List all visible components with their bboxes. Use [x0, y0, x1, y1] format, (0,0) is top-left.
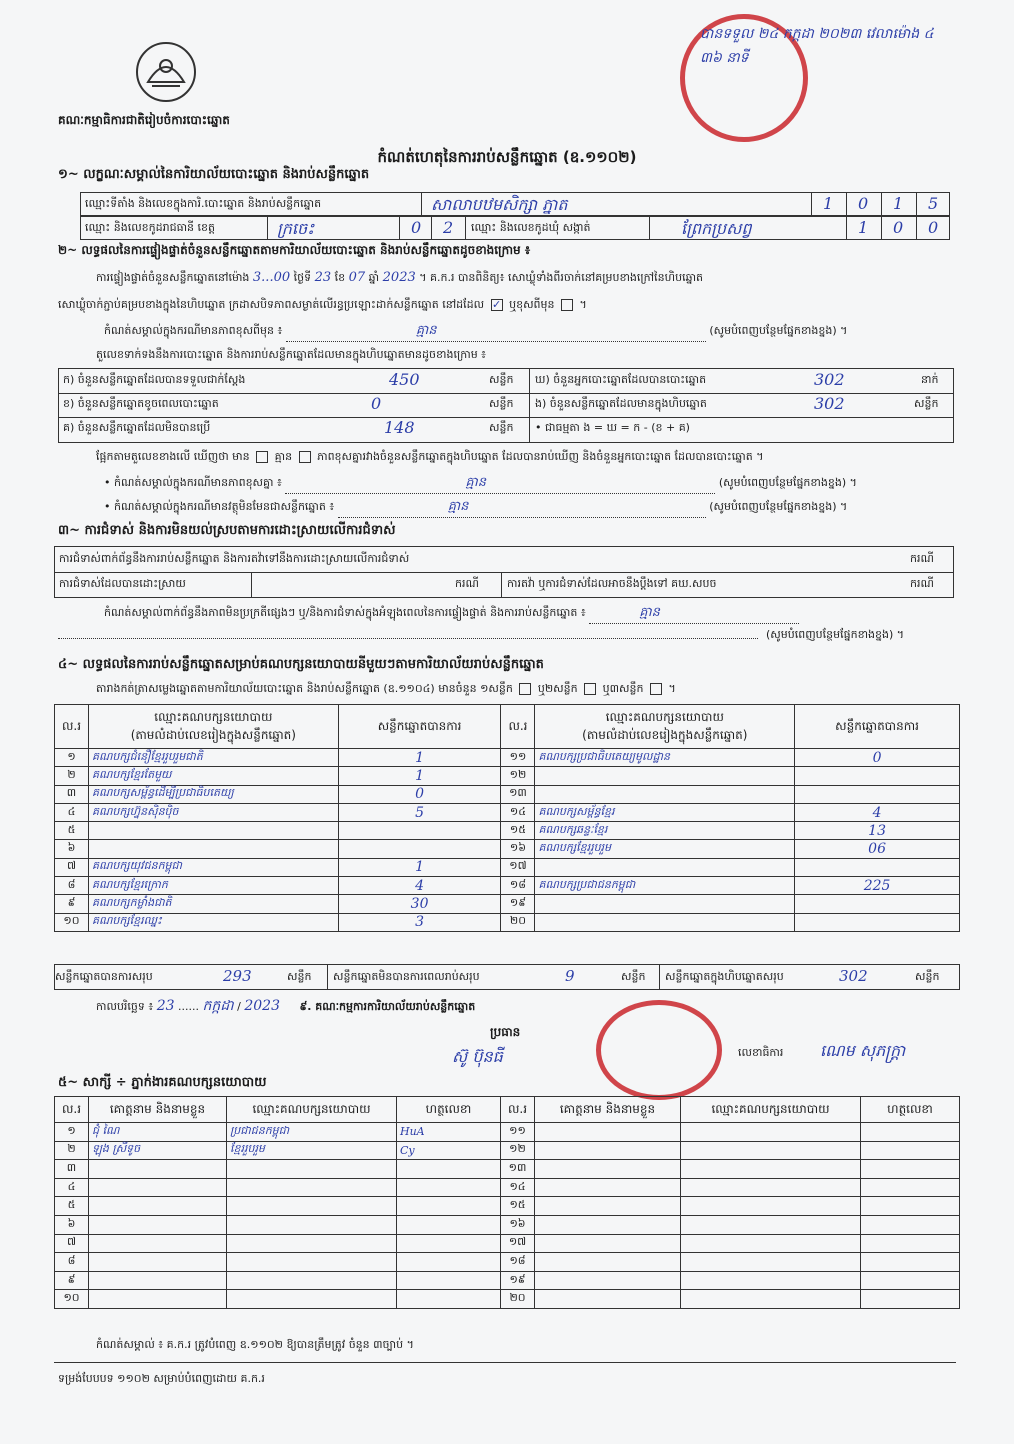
total-box: 302: [839, 967, 868, 985]
count-b-unit: សន្លឹក: [489, 397, 514, 410]
party-no: ១: [55, 749, 89, 767]
table-row: [55, 803, 960, 821]
table-row: [55, 895, 960, 913]
party-no: ១០: [55, 913, 89, 931]
witness-party: [681, 1178, 861, 1197]
w-col-no-2: ល.រ: [501, 1097, 535, 1123]
count-c-label: គ) ចំនួនសន្លឹកឆ្នោតដែលមិនបានប្រើ: [63, 421, 211, 434]
table-row: [55, 1290, 960, 1309]
count-c-value: 148: [384, 418, 415, 437]
witness-name: [535, 1253, 681, 1272]
witness-no: ១: [55, 1123, 89, 1142]
counts-box: [58, 368, 954, 443]
count-a-unit: សន្លឹក: [489, 373, 514, 386]
table-row: [55, 1197, 960, 1216]
total-box-label: សន្លឹកឆ្នោតក្នុងហិបឆ្នោតសរុប: [665, 970, 784, 983]
station-code-3: 1: [893, 194, 904, 213]
party-votes: 06: [795, 840, 960, 858]
table-row: [55, 767, 960, 785]
objection-case2: ករណី: [455, 577, 479, 590]
changed-label: ឬខុសពីមុន: [509, 298, 555, 311]
w-col-party: ឈ្មោះគណបក្សនយោបាយ: [227, 1097, 397, 1123]
total-invalid-unit: សន្លឹក: [621, 970, 646, 983]
witness-no: ១៧: [501, 1234, 535, 1253]
party-votes: [338, 822, 501, 840]
witness-party: [227, 1178, 397, 1197]
party-name: [535, 913, 795, 931]
three-sheet-checkbox[interactable]: [650, 683, 662, 695]
party-no: ៤: [55, 803, 89, 821]
has-difference-checkbox[interactable]: [256, 451, 268, 463]
total-valid-label: សន្លឹកឆ្នោតបានការសរុប: [55, 970, 153, 983]
witness-name: [535, 1160, 681, 1179]
secretary-signature: ណេម សុភក្រ្តា: [820, 1041, 906, 1060]
two-sheet-checkbox[interactable]: [584, 683, 596, 695]
table-row: [55, 1253, 960, 1272]
received-stamp-text: បានទទួល ២៤ កក្កដា ២០២៣ វេលាម៉ោង ៤ ៣៦ នាទី: [700, 26, 934, 66]
witness-party: [227, 1271, 397, 1290]
district-code-1: 0: [411, 218, 422, 237]
witness-name: [89, 1253, 227, 1272]
irregularity-note: [104, 604, 799, 624]
party-no: ១១: [501, 749, 535, 767]
party-votes: 0: [795, 749, 960, 767]
diff-note-row: [104, 474, 857, 494]
witness-signature: [861, 1197, 960, 1216]
commune-name: ព្រែកប្រសព្វ: [681, 219, 752, 238]
w-col-party-2: ឈ្មោះគណបក្សនយោបាយ: [681, 1097, 861, 1123]
station-code-2: 0: [858, 194, 869, 213]
witness-signature: [861, 1141, 960, 1160]
witness-name: ឡុង ស្រីទូច: [89, 1141, 227, 1160]
party-name: [88, 840, 338, 858]
witness-no: ១៨: [501, 1253, 535, 1272]
party-no: ១៩: [501, 895, 535, 913]
party-votes: [795, 913, 960, 931]
table-row: [55, 1271, 960, 1290]
witness-signature: [861, 1215, 960, 1234]
col-votes: សន្លឹកឆ្នោតបានការ: [338, 705, 501, 749]
party-no: ១២: [501, 767, 535, 785]
nec-logo: [136, 42, 196, 102]
district-code-2: 2: [443, 218, 454, 237]
witness-no: ១៤: [501, 1178, 535, 1197]
total-invalid-label: សន្លឹកឆ្នោតមិនបានការពេលរាប់សរុប: [333, 970, 480, 983]
objection-case3: ករណី: [910, 577, 934, 590]
col-no: ល.រ: [55, 705, 89, 749]
changed-checkbox[interactable]: [561, 299, 573, 311]
col-party-2: ឈ្មោះគណបក្សនយោបាយ (តាមលំដាប់លេខរៀងក្នុងសន្លឹកឆ្នោត): [535, 705, 795, 749]
party-votes: 0: [338, 785, 501, 803]
witness-name: [535, 1197, 681, 1216]
party-no: ១៣: [501, 785, 535, 803]
party-name: គណបក្សប្រជាធិបតេយ្យមូលដ្ឋាន: [535, 749, 795, 767]
secretary-label: លេខាធិការ: [738, 1046, 784, 1059]
compare-rest: ភាពខុសគ្នារវាងចំនួនសន្លឹកឆ្នោតក្នុងហិបឆ្នោត ដែលបានរាប់ឃើញ និងចំនួនអ្នកបោះឆ្នោត ដែលបានបោះឆ្នោត ។: [317, 450, 764, 463]
station-name: សាលាបឋមសិក្សា ភ្នាត: [431, 195, 568, 214]
table-row: [55, 858, 960, 876]
table-row: [55, 1178, 960, 1197]
witness-name: [535, 1290, 681, 1309]
party-name: [535, 895, 795, 913]
witness-no: ៤: [55, 1178, 89, 1197]
party-votes: 4: [795, 803, 960, 821]
table-row: [55, 1215, 960, 1234]
witness-signature: [861, 1160, 960, 1179]
irregularity-label: កំណត់សម្គាល់ពាក់ព័ន្ធនឹងភាពមិនប្រក្រតីផ្សេងៗ ឬ/និងការជំទាស់ក្នុងអំឡុងពេលនៃការផ្ទៀងផ្ទាត់ និងការរាប់សន្លឹកឆ្នោត ៖: [104, 606, 586, 619]
chair-label: ប្រធាន: [490, 1025, 521, 1039]
witness-signature: [397, 1290, 501, 1309]
witness-party: [227, 1290, 397, 1309]
party-no: ២: [55, 767, 89, 785]
witness-no: ៥: [55, 1197, 89, 1216]
party-name: គណបក្សជំនឿខ្មែររួបរួមជាតិ: [88, 749, 338, 767]
verify-time: 3...00: [252, 270, 291, 285]
witness-no: ២០: [501, 1290, 535, 1309]
party-name: គណបក្សខ្មែរក្រោក: [88, 877, 338, 895]
witness-signature: [861, 1271, 960, 1290]
totals-row: [54, 964, 960, 990]
counts-intro: តួលេខទាក់ទងនឹងការបោះឆ្នោត និងការរាប់សន្លឹកឆ្នោតដែលមានក្នុងហិបឆ្នោតមានដូចខាងក្រោម ៖: [96, 348, 487, 361]
count-d-value: 302: [814, 370, 845, 389]
count-b-label: ខ) ចំនួនសន្លឹកឆ្នោតខូចពេលបោះឆ្នោត: [63, 397, 219, 410]
witness-no: ១៩: [501, 1271, 535, 1290]
party-votes: [338, 840, 501, 858]
witness-signature: [397, 1253, 501, 1272]
party-votes: [795, 858, 960, 876]
witness-no: ១២: [501, 1141, 535, 1160]
witness-party: [227, 1160, 397, 1179]
witness-name: [89, 1178, 227, 1197]
party-no: ១៥: [501, 822, 535, 840]
same-checkbox[interactable]: ✓: [492, 298, 502, 311]
table-row: [55, 840, 960, 858]
no-difference-label: គ្មាន: [274, 450, 293, 463]
verify-month: 07: [348, 270, 366, 285]
witness-party: [681, 1123, 861, 1142]
witness-signature: Cy: [397, 1141, 501, 1160]
diff-note-value: គ្មាន: [285, 474, 715, 494]
witness-party: [681, 1197, 861, 1216]
count-c-unit: សន្លឹក: [489, 421, 514, 434]
date-row: កាលបរិច្ឆេទ ៖ 23 ...... កក្កដា / 2023 ៩. គណៈកម្មការការិយាល័យរាប់សន្លឹកឆ្នោត: [96, 998, 476, 1014]
witness-no: ៨: [55, 1253, 89, 1272]
witness-party: [681, 1290, 861, 1309]
witness-no: ២: [55, 1141, 89, 1160]
party-no: ៧: [55, 858, 89, 876]
witness-party: [681, 1141, 861, 1160]
witness-party: ខ្មែររួបរួម: [227, 1141, 397, 1160]
table-row: [55, 1160, 960, 1179]
witness-signature: [861, 1123, 960, 1142]
footer-divider: [54, 1362, 956, 1363]
w-col-name-2: គោត្តនាម និងនាមខ្លួន: [535, 1097, 681, 1123]
party-votes: 3: [338, 913, 501, 931]
verify-month-label: ខែ: [334, 271, 346, 284]
witness-signature: [861, 1290, 960, 1309]
w-col-name: គោត្តនាម និងនាមខ្លួន: [89, 1097, 227, 1123]
witness-no: ៦: [55, 1215, 89, 1234]
witness-no: ៣: [55, 1160, 89, 1179]
witness-no: ៧: [55, 1234, 89, 1253]
table-row: [55, 1141, 960, 1160]
three-sheet-label: ឬ៣សន្លឹក: [602, 682, 644, 695]
total-valid-unit: សន្លឹក: [287, 970, 312, 983]
irregularity-line-2: [58, 624, 758, 639]
party-no: ៨: [55, 877, 89, 895]
compare-text: ផ្អែកតាមតួលេខខាងលើ ឃើញថា មាន: [96, 450, 250, 463]
difference-note-row: [104, 322, 847, 342]
count-e-label: ង) ចំនួនសន្លឹកឆ្នោតដែលមានក្នុងហិបឆ្នោត: [535, 397, 707, 410]
witness-party: [681, 1234, 861, 1253]
table-row: [55, 785, 960, 803]
table-row: [55, 749, 960, 767]
witness-name: [535, 1215, 681, 1234]
commune-label: ឈ្មោះ និងលេខកូដឃុំ សង្កាត់: [471, 221, 591, 234]
party-votes: 1: [338, 767, 501, 785]
witness-party: [227, 1215, 397, 1234]
irregularity-value: គ្មាន: [589, 604, 799, 624]
witness-name: [89, 1160, 227, 1179]
footnote: កំណត់សម្គាល់ ៖ គ.ក.រ ត្រូវបំពេញ ឧ.១១០២ ឱ្យបានត្រឹមត្រូវ ចំនួន ៣ច្បាប់ ។: [96, 1338, 414, 1351]
witness-name: [535, 1234, 681, 1253]
witness-no: ១៣: [501, 1160, 535, 1179]
diff-note-label: • កំណត់សម្គាល់ក្នុងករណីមានភាពខុសគ្នា ៖: [104, 476, 282, 489]
objections-box: [54, 546, 954, 598]
party-name: គណបក្សឆន្ទៈខ្មែរ: [535, 822, 795, 840]
count-e-value: 302: [814, 394, 845, 413]
party-name: [535, 858, 795, 876]
section5-heading: ៥~ សាក្សី ÷ ភ្នាក់ងារគណបក្សនយោបាយ: [58, 1075, 267, 1090]
w-col-sign: ហត្ថលេខា: [397, 1097, 501, 1123]
table-row: [55, 913, 960, 931]
witness-name: [89, 1215, 227, 1234]
station-code-4: 5: [928, 194, 939, 213]
difference-note-label: កំណត់សម្គាល់ក្នុងករណីមានភាពខុសពីមុន ៖: [104, 324, 283, 337]
party-votes: 225: [795, 877, 960, 895]
fake-note-value: គ្មាន: [338, 498, 706, 518]
party-name: គណបក្សខ្មែររួបរួម: [535, 840, 795, 858]
fill-hint-4: (សូមបំពេញបន្ថែមផ្នែកខាងខ្នង) ។: [766, 628, 905, 641]
party-votes: [795, 785, 960, 803]
col-votes-2: សន្លឹកឆ្នោតបានការ: [795, 705, 960, 749]
witness-signature: [397, 1271, 501, 1290]
witness-name: [89, 1271, 227, 1290]
verify-time-label: ការផ្ទៀងផ្ទាត់ចំនួនសន្លឹកឆ្នោតនៅម៉ោង: [96, 271, 250, 284]
party-name: គណបក្សខ្មែរតែមួយ: [88, 767, 338, 785]
commune-code-1: 1: [858, 218, 869, 237]
witness-no: ១៥: [501, 1197, 535, 1216]
party-votes: 1: [338, 858, 501, 876]
district-label: ឈ្មោះ និងលេខកូដរាជធានី ខេត្ត: [85, 221, 215, 234]
party-votes: 13: [795, 822, 960, 840]
verification-line-1: [96, 270, 956, 287]
party-no: ១៨: [501, 877, 535, 895]
party-name: គណបក្សខ្មែរឈ្នះ: [88, 913, 338, 931]
party-votes: [795, 767, 960, 785]
witness-signature: [861, 1178, 960, 1197]
section4-heading: ៤~ លទ្ធផលនៃការរាប់សន្លឹកឆ្នោតសម្រាប់គណបក្សនយោបាយនីមួយៗតាមការិយាល័យរាប់សន្លឹកឆ្នោត: [58, 657, 544, 672]
witness-name: [535, 1271, 681, 1290]
witness-party: [681, 1271, 861, 1290]
table-row: [55, 877, 960, 895]
witness-name: [89, 1197, 227, 1216]
verify-text: ។ គ.ក.រ បានពិនិត្យ៖ សោឃ្លុំទាំងពីរចាក់នៅគម្របខាងក្រៅនៃហិបឆ្នោត: [419, 271, 704, 284]
witness-party: [227, 1253, 397, 1272]
party-name: [535, 767, 795, 785]
witness-signature: [397, 1197, 501, 1216]
tally-intro: តារាងកត់ត្រាសម្លេងឆ្នោតតាមការិយាល័យបោះឆ្នោត និងរាប់សន្លឹកឆ្នោត (ឧ.១១០៤) មានចំនួន ១សន្លឹក ឬ២សន្លឹក ឬ៣សន្លឹក ។: [96, 682, 676, 695]
station-label: ឈ្មោះទីតាំង និងលេខក្នុងការិ.បោះឆ្នោត និងរាប់សន្លឹកឆ្នោត: [85, 197, 322, 210]
objection-case1: ករណី: [910, 552, 934, 565]
party-name: គណបក្សសម្ព័ន្ធដើម្បីប្រជាធិបតេយ្យ: [88, 785, 338, 803]
count-a-value: 450: [389, 370, 420, 389]
witness-party: ប្រជាជនកម្ពុជា: [227, 1123, 397, 1142]
verify-text-2: សោឃ្លុំចាក់ភ្ជាប់គម្របខាងក្នុងនៃហិបឆ្នោត ក្រដាសបិទភាពសម្ងាត់លើរន្ធប្រឡោះដាក់សន្លឹកឆ្នោត នៅដដែល: [58, 298, 485, 311]
witness-no: ១០: [55, 1290, 89, 1309]
count-a-label: ក) ចំនួនសន្លឹកឆ្នោតដែលបានទទួលជាក់ស្តែង: [63, 373, 246, 386]
party-no: ២០: [501, 913, 535, 931]
objection-resolved: ការជំទាស់ដែលបានដោះស្រាយ: [59, 577, 186, 590]
witness-party: [227, 1234, 397, 1253]
witness-signature: HuA: [397, 1123, 501, 1142]
party-no: ៩: [55, 895, 89, 913]
station-row: [80, 192, 950, 216]
party-name: គណបក្សហ្វ៊ុនស៊ិនប៉ិច: [88, 803, 338, 821]
witness-party: [681, 1215, 861, 1234]
fill-hint-3: (សូមបំពេញបន្ថែមផ្នែកខាងខ្នង) ។: [709, 500, 848, 513]
chair-signature: ស៊ូ ប៊ុនធី: [452, 1047, 503, 1066]
verify-day: 23: [314, 270, 332, 285]
verify-year: 2023: [382, 270, 416, 285]
page-title: កំណត់ហេតុនៃការរាប់សន្លឹកឆ្នោត (ឧ.១១០២): [377, 148, 637, 166]
party-name: គណបក្សយុវជនកម្ពុជា: [88, 858, 338, 876]
party-votes: 4: [338, 877, 501, 895]
verify-year-label: ឆ្នាំ: [368, 271, 380, 284]
fake-note-row: [104, 498, 847, 518]
section3-heading: ៣~ ការជំទាស់ និងការមិនយល់ស្របតាមការដោះស្រាយលើការជំទាស់: [58, 523, 396, 538]
party-name: គណបក្សសម្ព័ន្ធខ្មែរ: [535, 803, 795, 821]
table-row: [55, 1123, 960, 1142]
witness-name: [535, 1178, 681, 1197]
witness-signature: [861, 1234, 960, 1253]
footer: ទម្រង់បែបបទ ១១០២ សម្រាប់បំពេញដោយ គ.ក.រ: [58, 1372, 265, 1385]
total-invalid: 9: [565, 967, 575, 985]
verify-day-label: ថ្ងៃទី: [293, 271, 312, 284]
committee-label: ៩. គណៈកម្មការការិយាល័យរាប់សន្លឹកឆ្នោត: [299, 1000, 476, 1013]
witness-name: [535, 1141, 681, 1160]
difference-note-value: គ្មាន: [286, 322, 706, 342]
party-no: ៥: [55, 822, 89, 840]
one-sheet-checkbox[interactable]: [519, 683, 531, 695]
count-b-value: 0: [371, 394, 382, 413]
w-col-sign-2: ហត្ថលេខា: [861, 1097, 960, 1123]
witness-signature: [397, 1215, 501, 1234]
party-name: គណបក្សកម្លាំងជាតិ: [88, 895, 338, 913]
date-label: កាលបរិច្ឆេទ ៖: [96, 1000, 154, 1013]
district-row: [80, 216, 950, 240]
count-d-label: ឃ) ចំនួនអ្នកបោះឆ្នោតដែលបានបោះឆ្នោត: [535, 373, 707, 386]
party-votes: 5: [338, 803, 501, 821]
witness-no: ១៦: [501, 1215, 535, 1234]
total-box-unit: សន្លឹក: [915, 970, 940, 983]
count-formula: • ជាធម្មតា ង = ឃ = ក - (ខ + គ): [535, 421, 690, 434]
no-difference-checkbox[interactable]: [299, 451, 311, 463]
total-valid: 293: [223, 967, 252, 985]
table-row: [55, 1234, 960, 1253]
commune-code-2: 0: [893, 218, 904, 237]
count-e-unit: សន្លឹក: [914, 397, 939, 410]
station-code-1: 1: [823, 194, 834, 213]
section2-heading: ២~ លទ្ធផលនៃការផ្ទៀងផ្ទាត់ចំនួនសន្លឹកឆ្នោតតាមការិយាល័យបោះឆ្នោត និងរាប់សន្លឹកឆ្នោតដូចខាងក្រោម ៖: [58, 243, 531, 257]
party-no: ១៧: [501, 858, 535, 876]
org-name: គណៈកម្មាធិការជាតិរៀបចំការបោះឆ្នោត: [58, 113, 230, 127]
date-month: កក្កដា: [202, 998, 234, 1014]
fill-hint-2: (សូមបំពេញបន្ថែមផ្នែកខាងខ្នង) ។: [718, 476, 857, 489]
fake-note-label: • កំណត់សម្គាល់ក្នុងករណីមានវត្ថុមិនមែនជាសន្លឹកឆ្នោត ៖: [104, 500, 335, 513]
count-d-unit: នាក់: [921, 373, 939, 386]
w-col-no: ល.រ: [55, 1097, 89, 1123]
witness-signature: [397, 1178, 501, 1197]
verification-line-2: សោឃ្លុំចាក់ភ្ជាប់គម្របខាងក្នុងនៃហិបឆ្នោត ក្រដាសបិទភាពសម្ងាត់លើរន្ធប្រឡោះដាក់សន្លឹកឆ្នោត នៅដដែល ✓ ឬខុសពីមុន ។: [58, 298, 587, 311]
table-row: [55, 822, 960, 840]
party-name: គណបក្សប្រជាជនកម្ពុជា: [535, 877, 795, 895]
witness-signature: [861, 1253, 960, 1272]
tally-intro-text: តារាងកត់ត្រាសម្លេងឆ្នោតតាមការិយាល័យបោះឆ្នោត និងរាប់សន្លឹកឆ្នោត (ឧ.១១០៤) មានចំនួន ១សន្លឹក: [96, 682, 513, 695]
objection-row1: ការជំទាស់ពាក់ព័ន្ធនឹងការរាប់សន្លឹកឆ្នោត និងការតវ៉ាទៅនឹងការដោះស្រាយលើការជំទាស់: [59, 552, 410, 565]
fill-hint: (សូមបំពេញបន្ថែមផ្នែកខាងខ្នង) ។: [709, 324, 848, 337]
party-no: ៣: [55, 785, 89, 803]
witness-table: [54, 1096, 960, 1309]
witness-party: [681, 1160, 861, 1179]
objection-appeal: ការតវ៉ា ឬការជំទាស់ដែលអាចនឹងប្តឹងទៅ គឃ.សបច: [507, 577, 717, 590]
party-no: ១៦: [501, 840, 535, 858]
col-no-2: ល.រ: [501, 705, 535, 749]
witness-name: [89, 1290, 227, 1309]
party-no: ១៤: [501, 803, 535, 821]
commune-code-3: 0: [928, 218, 939, 237]
witness-signature: [397, 1234, 501, 1253]
party-name: [535, 785, 795, 803]
party-no: ៦: [55, 840, 89, 858]
district-name: ក្រចេះ: [277, 219, 315, 238]
witness-no: ១១: [501, 1123, 535, 1142]
two-sheet-label: ឬ២សន្លឹក: [537, 682, 578, 695]
witness-no: ៩: [55, 1271, 89, 1290]
col-party: ឈ្មោះគណបក្សនយោបាយ (តាមលំដាប់លេខរៀងក្នុងសន្លឹកឆ្នោត): [88, 705, 338, 749]
witness-name: [89, 1234, 227, 1253]
official-seal: [596, 1000, 722, 1100]
date-year: 2023: [244, 998, 280, 1014]
party-results-table: [54, 704, 960, 932]
compare-line: [96, 450, 763, 466]
party-name: [88, 822, 338, 840]
section1-heading: ១~ លក្ខណៈសម្គាល់នៃការិយាល័យបោះឆ្នោត និងរាប់សន្លឹកឆ្នោត: [58, 167, 370, 182]
witness-signature: [397, 1160, 501, 1179]
party-votes: 1: [338, 749, 501, 767]
witness-party: [227, 1197, 397, 1216]
date-day: 23: [156, 998, 175, 1014]
witness-party: [681, 1253, 861, 1272]
party-votes: [795, 895, 960, 913]
party-votes: 30: [338, 895, 501, 913]
witness-name: [535, 1123, 681, 1142]
witness-name: ជុំ ណៃ: [89, 1123, 227, 1142]
